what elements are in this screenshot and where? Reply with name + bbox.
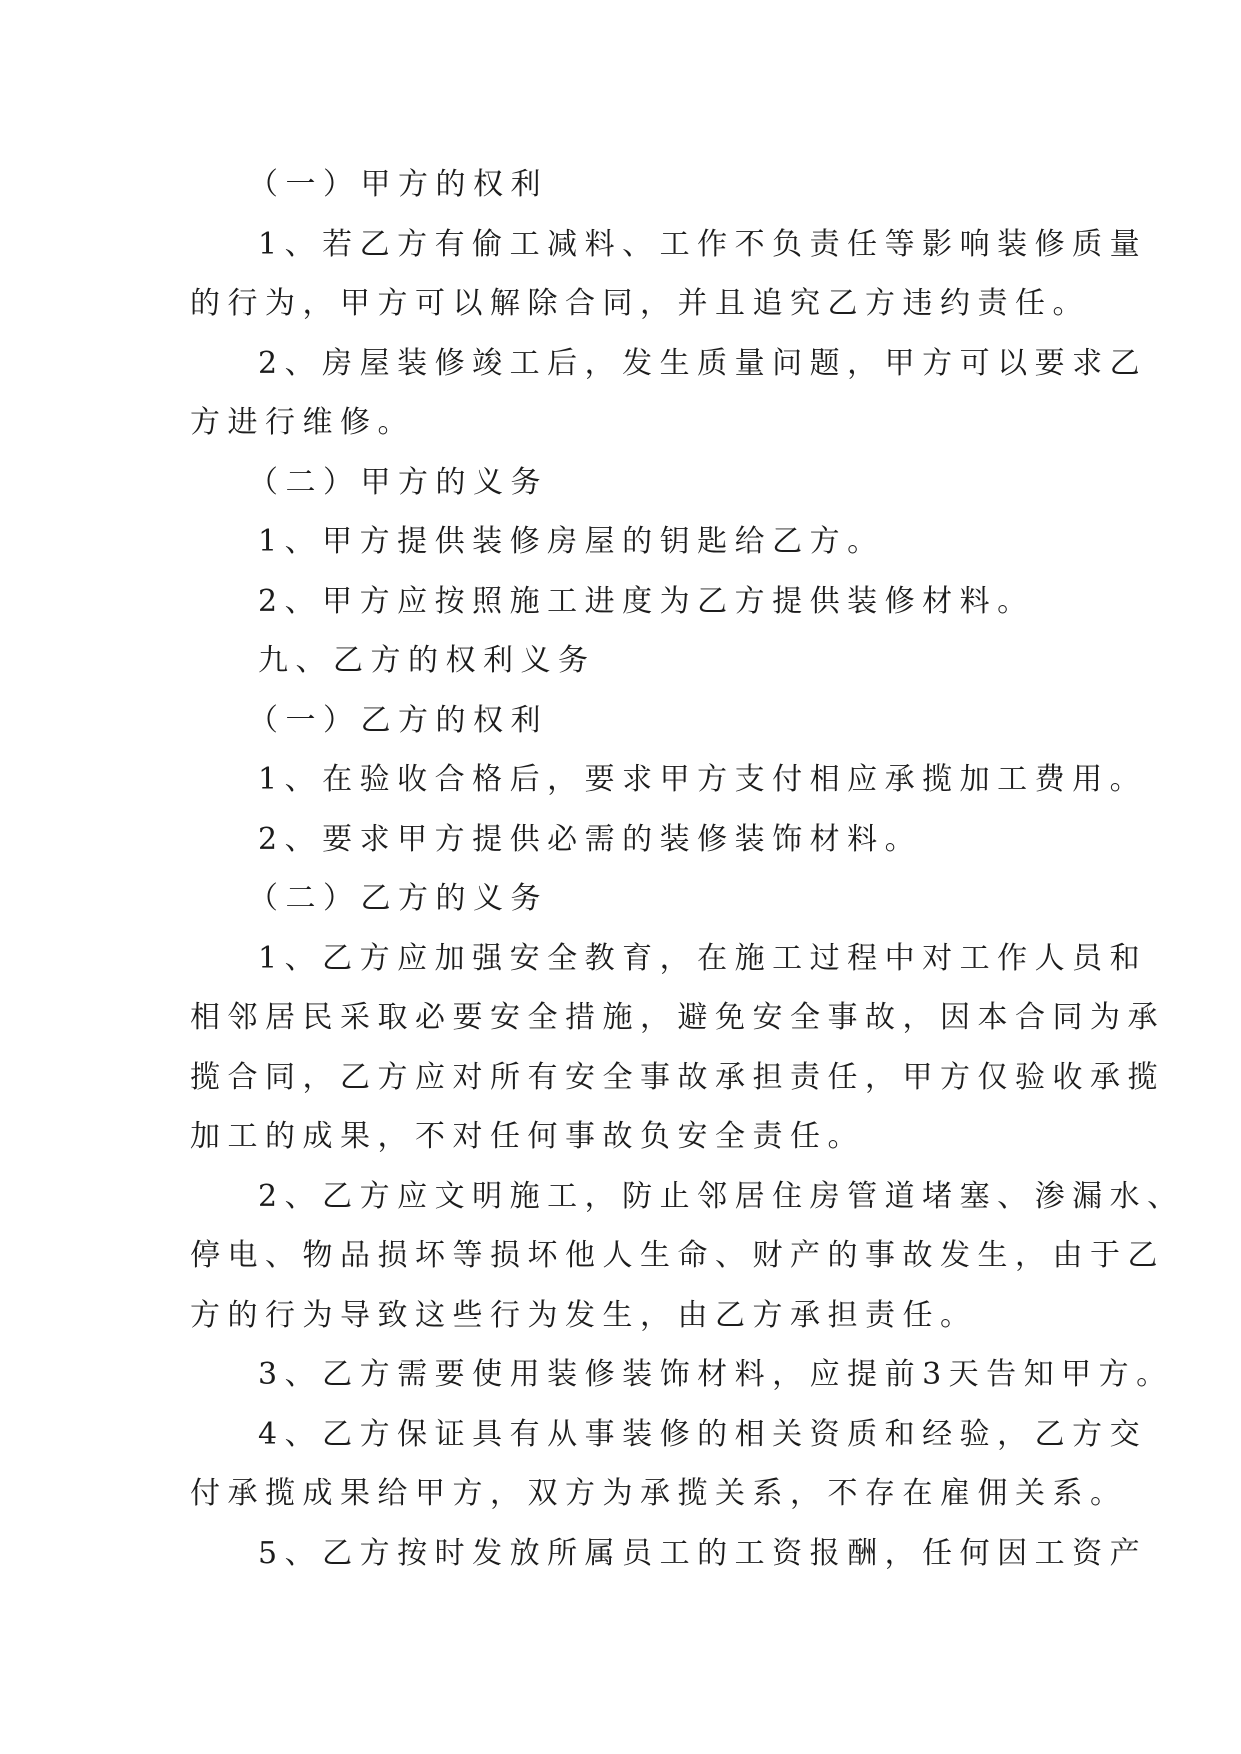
paragraph-line: 2、乙方应文明施工，防止邻居住房管道堵塞、渗漏水、 (258, 1178, 1185, 1214)
paragraph-line: 4、乙方保证具有从事装修的相关资质和经验，乙方交 (258, 1416, 1148, 1452)
document-body (190, 155, 1185, 1583)
paragraph-line: 3、乙方需要使用装修装饰材料，应提前3天告知甲方。 (258, 1357, 1174, 1392)
section-heading-party-a-obligations: （二）甲方的义务 (248, 464, 548, 500)
paragraph-line: 的行为，甲方可以解除合同，并且追究乙方违约责任。 (190, 286, 1090, 321)
paragraph-line: 1、若乙方有偷工减料、工作不负责任等影响装修质量 (258, 226, 1148, 262)
paragraph-line: 5、乙方按时发放所属员工的工资报酬，任何因工资产 (258, 1535, 1148, 1571)
paragraph-line: 方的行为导致这些行为发生，由乙方承担责任。 (190, 1297, 978, 1333)
paragraph-line: 2、房屋装修竣工后，发生质量问题，甲方可以要求乙 (258, 345, 1148, 381)
paragraph-line: 1、甲方提供装修房屋的钥匙给乙方。 (258, 524, 885, 559)
paragraph-line: 2、甲方应按照施工进度为乙方提供装修材料。 (258, 583, 1035, 619)
section-heading-party-b-obligations: （二）乙方的义务 (248, 881, 548, 916)
paragraph-line: 方进行维修。 (190, 405, 415, 440)
section-heading-party-b-rights: （一）乙方的权利 (248, 702, 548, 738)
paragraph-line: 相邻居民采取必要安全措施，避免安全事故，因本合同为承 (190, 1000, 1165, 1035)
paragraph-line: 1、在验收合格后，要求甲方支付相应承揽加工费用。 (258, 762, 1148, 797)
paragraph-line: 停电、物品损坏等损坏他人生命、财产的事故发生，由于乙 (190, 1238, 1165, 1273)
paragraph-line: 揽合同，乙方应对所有安全事故承担责任，甲方仅验收承揽 (190, 1059, 1165, 1095)
chapter-heading-party-b-rights-obligations: 九、乙方的权利义务 (258, 643, 596, 678)
section-heading-party-a-rights: （一）甲方的权利 (248, 167, 548, 202)
paragraph-line: 2、要求甲方提供必需的装修装饰材料。 (258, 821, 923, 857)
paragraph-line: 付承揽成果给甲方，双方为承揽关系，不存在雇佣关系。 (190, 1476, 1128, 1511)
paragraph-line: 加工的成果，不对任何事故负安全责任。 (190, 1119, 865, 1154)
paragraph-line: 1、乙方应加强安全教育，在施工过程中对工作人员和 (258, 940, 1148, 976)
